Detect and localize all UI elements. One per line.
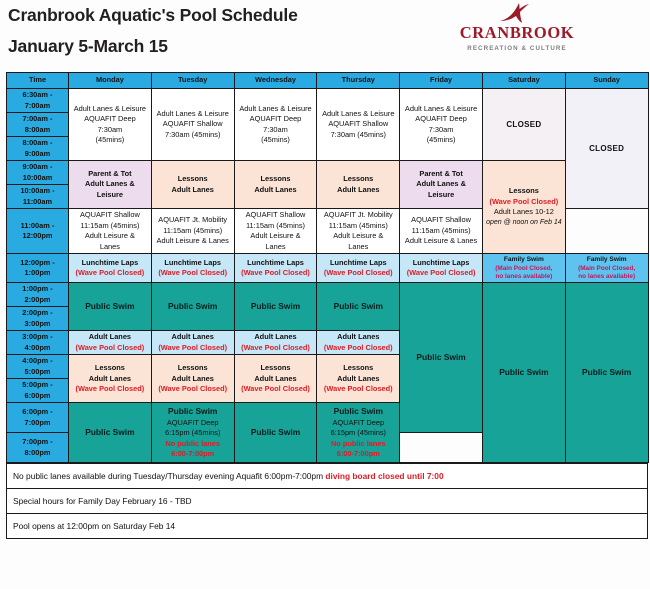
cell-line: Adult Leisure & bbox=[250, 231, 301, 241]
cell-line: Lessons bbox=[260, 174, 291, 184]
cell-line-wave-pool-closed: (Wave Pool Closed) bbox=[158, 384, 228, 394]
cell-line: Parent & Tot bbox=[419, 168, 463, 178]
cell-line: Adult Lanes bbox=[171, 184, 214, 194]
cell-line: Lunchtime Laps bbox=[164, 257, 222, 267]
cell-monday-lessons-pm[interactable] bbox=[69, 355, 152, 403]
table-header-row bbox=[7, 73, 649, 89]
cell-line: Adult Lanes bbox=[171, 332, 214, 342]
note-text: Pool opens at 12:00pm on Saturday Feb 14 bbox=[13, 521, 176, 532]
cell-friday-public-swim-pm[interactable] bbox=[400, 283, 483, 433]
cell-line: Public Swim bbox=[499, 366, 549, 377]
cell-line-feb14-note: open @ noon on Feb 14 bbox=[486, 218, 562, 226]
cell-line: Lessons bbox=[177, 363, 208, 373]
cell-line-wave-pool-closed: (Wave Pool Closed) bbox=[406, 268, 476, 278]
cell-line: 6:15pm (45mins) bbox=[330, 428, 387, 438]
cell-line-wave-pool-closed: (Wave Pool Closed) bbox=[158, 342, 228, 352]
time-slot-1500: 3:00pm - 4:00pm bbox=[7, 331, 69, 355]
cell-line: AQUAFIT Shallow bbox=[411, 215, 471, 225]
cell-line: Public Swim bbox=[416, 351, 466, 362]
time-slot-1300: 1:00pm - 2:00pm bbox=[7, 283, 69, 307]
cell-line: no lanes available) bbox=[495, 272, 553, 280]
column-header-time: Time bbox=[7, 73, 69, 89]
cell-line: AQUAFIT Deep 7:30am bbox=[415, 114, 467, 134]
page-title: Cranbrook Aquatic's Pool Schedule bbox=[8, 5, 298, 25]
cell-line: Lessons bbox=[343, 363, 374, 373]
cell-line-wave-pool-closed: (Wave Pool Closed) bbox=[75, 268, 145, 278]
cell-saturday-family-swim[interactable] bbox=[482, 254, 565, 283]
cell-friday-1100[interactable] bbox=[400, 209, 483, 254]
cell-tuesday-lunch[interactable] bbox=[151, 254, 234, 283]
cell-line-no-public-lanes: No public lanes bbox=[165, 438, 220, 448]
note-row bbox=[7, 514, 648, 539]
cell-wednesday-1100[interactable] bbox=[234, 209, 317, 254]
cell-line: 11:15am (45mins) bbox=[163, 225, 223, 235]
note-text-highlight: diving board closed until 7:00 bbox=[325, 471, 444, 482]
cell-line: Family Swim bbox=[586, 256, 627, 264]
time-slot-0800: 8:00am - 9:00am bbox=[7, 137, 69, 161]
cell-monday-adult-lanes[interactable] bbox=[69, 331, 152, 355]
cell-monday-1100[interactable] bbox=[69, 209, 152, 254]
cell-monday-evening[interactable] bbox=[69, 403, 152, 463]
cell-line: (Main Pool Closed, bbox=[495, 264, 553, 272]
cell-line-wave-pool-closed: (Wave Pool Closed) bbox=[75, 342, 145, 352]
cell-line: AQUAFIT Deep 7:30am bbox=[84, 114, 136, 134]
cell-monday-0900[interactable] bbox=[69, 161, 152, 209]
cell-thursday-1100[interactable] bbox=[317, 209, 400, 254]
time-slot-1800: 6:00pm - 7:00pm bbox=[7, 403, 69, 433]
bird-swoosh-icon bbox=[442, 2, 592, 24]
cell-friday-morning[interactable] bbox=[400, 89, 483, 161]
cell-friday-lunch[interactable] bbox=[400, 254, 483, 283]
cell-tuesday-0900[interactable] bbox=[151, 161, 234, 209]
cell-line: Adult Lanes & Leisure bbox=[156, 108, 229, 118]
cell-line: Parent & Tot bbox=[88, 168, 132, 178]
cell-line: Adult Lanes bbox=[337, 332, 380, 342]
time-slot-1600: 4:00pm - 5:00pm bbox=[7, 355, 69, 379]
time-slot-1400: 2:00pm - 3:00pm bbox=[7, 307, 69, 331]
cell-thursday-0900[interactable] bbox=[317, 161, 400, 209]
cell-line: (45mins) bbox=[261, 135, 290, 145]
cell-line: Public Swim bbox=[85, 300, 135, 311]
cell-sunday-closed[interactable] bbox=[565, 89, 648, 209]
cell-line: CLOSED bbox=[506, 119, 542, 129]
cell-line: AQUAFIT Deep bbox=[332, 417, 385, 427]
cell-line: 11:15am (45mins) bbox=[328, 220, 388, 230]
column-header-thursday: Thursday bbox=[317, 73, 400, 89]
cell-line: AQUAFIT Jt. Mobility bbox=[158, 215, 228, 225]
note-aquafit-lanes bbox=[7, 464, 648, 489]
column-header-monday: Monday bbox=[69, 73, 152, 89]
cell-sunday-family-swim[interactable] bbox=[565, 254, 648, 283]
note-feb14-opening bbox=[7, 514, 648, 539]
cell-tuesday-1100[interactable] bbox=[151, 209, 234, 254]
time-slot-1900: 7:00pm - 8:00pm bbox=[7, 433, 69, 463]
cell-line: Adult Leisure & bbox=[84, 231, 135, 241]
cell-line: AQUAFIT Shallow bbox=[245, 210, 306, 220]
note-text: Special hours for Family Day February 16 - TBD bbox=[13, 496, 192, 507]
column-header-saturday: Saturday bbox=[482, 73, 565, 89]
cell-thursday-evening[interactable] bbox=[317, 403, 400, 463]
cell-line: Public Swim bbox=[582, 366, 632, 377]
cell-line: AQUAFIT Jt. Mobility bbox=[323, 210, 393, 220]
cell-monday-lunch[interactable] bbox=[69, 254, 152, 283]
cell-line: Lunchtime Laps bbox=[81, 257, 139, 267]
cell-line: Adult Lanes & Leisure bbox=[416, 179, 466, 199]
cell-wednesday-0900[interactable] bbox=[234, 161, 317, 209]
cell-line: Lessons bbox=[508, 186, 539, 196]
cell-saturday-closed[interactable] bbox=[482, 89, 565, 161]
cell-line-wave-pool-closed: (Wave Pool Closed) bbox=[241, 342, 310, 352]
column-header-tuesday: Tuesday bbox=[151, 73, 234, 89]
cell-sunday-public-swim-pm[interactable] bbox=[565, 283, 648, 463]
logo-tagline: RECREATION & CULTURE bbox=[467, 44, 567, 52]
cell-line: Family Swim bbox=[503, 256, 544, 264]
cell-tuesday-public-swim-pm[interactable] bbox=[151, 283, 234, 331]
notes-table bbox=[6, 463, 648, 539]
cell-line: 7:30am (45mins) bbox=[330, 129, 387, 139]
cell-line-no-public-lanes: No public lanes bbox=[330, 438, 386, 448]
cell-line: Adult Leisure & bbox=[333, 231, 384, 241]
column-header-sunday: Sunday bbox=[565, 73, 648, 89]
cell-line-wave-pool-closed: (Wave Pool Closed) bbox=[75, 384, 145, 394]
time-slot-1000: 10:00am - 11:00am bbox=[7, 185, 69, 209]
column-header-wednesday: Wednesday bbox=[234, 73, 317, 89]
time-slot-0900: 9:00am - 10:00am bbox=[7, 161, 69, 185]
date-range-subtitle: January 5-March 15 bbox=[8, 35, 168, 56]
cell-wednesday-morning[interactable] bbox=[234, 89, 317, 161]
note-family-day bbox=[7, 489, 648, 514]
time-slot-1100: 11:00am - 12:00pm bbox=[7, 209, 69, 254]
cell-line: Lanes bbox=[265, 241, 286, 251]
cell-line-wave-pool-closed: (Wave Pool Closed) bbox=[323, 342, 393, 352]
cell-thursday-lunch[interactable] bbox=[317, 254, 400, 283]
cell-line: AQUAFIT Deep 7:30am bbox=[249, 114, 302, 134]
cell-line: Adult Lanes & Leisure bbox=[322, 108, 395, 118]
cell-saturday-lessons[interactable] bbox=[482, 161, 565, 254]
cell-tuesday-morning[interactable] bbox=[151, 89, 234, 161]
cell-line: Adult Lanes 10-12 bbox=[493, 207, 554, 217]
cell-friday-0900[interactable] bbox=[400, 161, 483, 209]
cell-line: Adult Lanes bbox=[254, 373, 297, 383]
cell-monday-morning[interactable] bbox=[69, 89, 152, 161]
cell-line: CLOSED bbox=[589, 143, 625, 153]
cell-wednesday-lunch[interactable] bbox=[234, 254, 317, 283]
cell-line: Adult Lanes & Leisure bbox=[73, 103, 147, 113]
cell-line: AQUAFIT Shallow bbox=[79, 210, 140, 220]
table-row bbox=[7, 161, 649, 185]
column-header-friday: Friday bbox=[400, 73, 483, 89]
cell-line: Adult Lanes bbox=[254, 332, 297, 342]
time-slot-1200: 12:00pm - 1:00pm bbox=[7, 254, 69, 283]
cell-line: 11:15am (45mins) bbox=[411, 225, 471, 235]
cell-line-wave-pool-closed: (Wave Pool Closed) bbox=[158, 268, 228, 278]
table-row bbox=[7, 283, 649, 307]
cell-line: Adult Lanes bbox=[171, 373, 214, 383]
cell-line: Lanes bbox=[99, 241, 120, 251]
note-row bbox=[7, 489, 648, 514]
cell-line: Adult Lanes bbox=[254, 184, 297, 194]
cell-thursday-public-swim-pm[interactable] bbox=[317, 283, 400, 331]
cell-line: (Main Pool Closed, bbox=[578, 264, 636, 272]
cell-wednesday-public-swim-pm[interactable] bbox=[234, 283, 317, 331]
cell-line: Adult Lanes bbox=[337, 373, 380, 383]
cell-line: AQUAFIT Shallow bbox=[162, 119, 223, 129]
cell-line-wave-pool-closed: (Wave Pool Closed) bbox=[241, 384, 310, 394]
note-row bbox=[7, 464, 648, 489]
schedule-table bbox=[6, 72, 649, 463]
cell-line-wave-pool-closed: (Wave Pool Closed) bbox=[323, 268, 393, 278]
cell-line: Adult Lanes & Leisure bbox=[85, 179, 135, 199]
cell-line: 7:30am (45mins) bbox=[164, 129, 221, 139]
cell-thursday-adult-lanes[interactable] bbox=[317, 331, 400, 355]
cell-tuesday-evening[interactable] bbox=[151, 403, 234, 463]
cell-line: Adult Lanes & Leisure bbox=[239, 103, 312, 113]
cell-line: AQUAFIT Shallow bbox=[328, 119, 389, 129]
cell-line: Lessons bbox=[260, 363, 291, 373]
cell-line: Adult Lanes bbox=[88, 332, 132, 342]
time-slot-1700: 5:00pm - 6:00pm bbox=[7, 379, 69, 403]
cell-line: Lessons bbox=[94, 363, 125, 373]
cell-line: Lunchtime Laps bbox=[329, 257, 387, 267]
time-slot-0630: 6:30am - 7:00am bbox=[7, 89, 69, 113]
cell-line: Adult Leisure & Lanes bbox=[404, 236, 478, 246]
cell-line: Lanes bbox=[348, 241, 369, 251]
cell-wednesday-adult-lanes[interactable] bbox=[234, 331, 317, 355]
cell-line: Lunchtime Laps bbox=[247, 257, 304, 267]
cell-line: Public Swim bbox=[168, 405, 218, 416]
logo-wordmark: CRANBROOK bbox=[459, 23, 575, 42]
cranbrook-logo bbox=[442, 2, 592, 52]
cell-line: Public Swim bbox=[85, 426, 135, 437]
table-row bbox=[7, 254, 649, 283]
cell-saturday-public-swim-pm[interactable] bbox=[482, 283, 565, 463]
page-header bbox=[0, 0, 650, 72]
cell-line: (45mins) bbox=[426, 135, 456, 145]
cell-line: Public Swim bbox=[250, 300, 301, 311]
cell-thursday-lessons-pm[interactable] bbox=[317, 355, 400, 403]
cell-line: no lanes available) bbox=[578, 272, 636, 280]
cell-line: Lessons bbox=[343, 174, 374, 184]
cell-wednesday-evening[interactable] bbox=[234, 403, 317, 463]
cell-line: Adult Leisure & Lanes bbox=[156, 236, 229, 246]
cell-line-wave-pool-closed: (Wave Pool Closed) bbox=[323, 384, 393, 394]
cell-thursday-morning[interactable] bbox=[317, 89, 400, 161]
cell-line: Adult Lanes & Leisure bbox=[404, 103, 478, 113]
cell-line-no-public-lanes-time: 6:00-7:00pm bbox=[336, 449, 380, 459]
cell-wednesday-lessons-pm[interactable] bbox=[234, 355, 317, 403]
cell-line-wave-pool-closed: (Wave Pool Closed) bbox=[241, 268, 310, 278]
cell-line: Public Swim bbox=[333, 300, 383, 311]
time-slot-0700: 7:00am - 8:00am bbox=[7, 113, 69, 137]
cell-line: Public Swim bbox=[333, 405, 383, 416]
cell-monday-public-swim-pm[interactable] bbox=[69, 283, 152, 331]
cell-line: Lessons bbox=[177, 174, 208, 184]
cell-line: Adult Lanes bbox=[88, 373, 132, 383]
cell-line: 11:15am (45mins) bbox=[245, 220, 305, 230]
cell-line: Public Swim bbox=[250, 426, 301, 437]
cell-tuesday-adult-lanes[interactable] bbox=[151, 331, 234, 355]
cell-line-no-public-lanes-time: 6:00-7:00pm bbox=[171, 449, 215, 459]
cell-tuesday-lessons-pm[interactable] bbox=[151, 355, 234, 403]
cell-line-wave-pool-closed: (Wave Pool Closed) bbox=[489, 196, 559, 206]
cell-line: Public Swim bbox=[168, 300, 218, 311]
cell-line: (45mins) bbox=[95, 135, 125, 145]
cell-line: 6:15pm (45mins) bbox=[164, 428, 221, 438]
cell-line: 11:15am (45mins) bbox=[80, 220, 140, 230]
cell-line: AQUAFIT Deep bbox=[166, 417, 219, 427]
table-row bbox=[7, 89, 649, 113]
cell-line: Lunchtime Laps bbox=[412, 257, 470, 267]
cell-line: Adult Lanes bbox=[337, 184, 380, 194]
note-text: No public lanes available during Tuesday/Thursday evening Aquafit 6:00pm-7:00pm bbox=[13, 471, 326, 482]
